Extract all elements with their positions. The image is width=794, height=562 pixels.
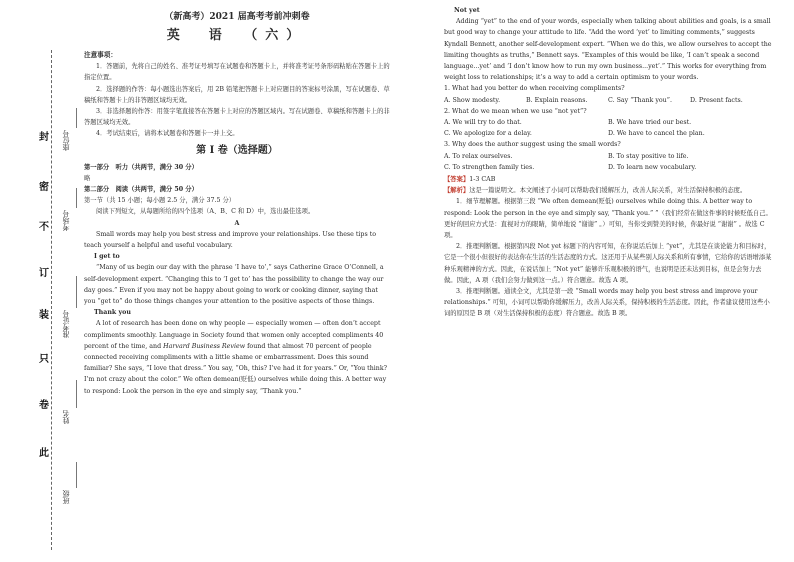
option: D. We have to cancel the plan.	[608, 130, 705, 138]
field-underline	[76, 462, 77, 488]
left-column	[84, 8, 390, 397]
paragraph-text: A lot of research has been done on why people — especially women — often don’t accept compliments smoothly. Language in Society found that women only accepted compliments 40 percent of the time, and	[84, 320, 384, 350]
explanation-3: 3．推理判断题。通读全文，尤其是第一段 “Small words may help you best stress and improve your relationships.” 可知，小词可以帮助你缓解压力，改善人际关系，保持积极的生活态度。因此，作者建议使用这些小词的原因是 B 项（对生活保持积极的态度）符合题意。故选 B 项。	[444, 288, 770, 318]
explanation-2: 2．推理判断题。根据第四段 Not yet 标题下的内容可知，在你说话后加上 “yet”，尤其是在谈论能力和目标时，它是一个很小但很好的表达你在生活的生活态度的方式。这还用于从某些别人际关系和所有事情，它给你的话语增添某种乐观精神的方式。因此，在说话加上 “Not yet” 能够许乐观积极的语气，也说明是还未达到目标，但是会努力去做。因此，A 项（我们会努力做到这一点。）符合题意。故选 A 项。	[444, 243, 772, 284]
passage-label: A	[234, 219, 240, 227]
exam-room-field: 考场号	[62, 210, 70, 231]
class-field: 班级	[62, 490, 70, 504]
question-2	[444, 106, 772, 140]
passage-heading-2: Thank you	[94, 309, 131, 317]
option: A. Show modesty.	[444, 96, 501, 104]
field-underline	[76, 188, 77, 208]
option: B. Explain reasons.	[526, 96, 588, 104]
answer-line	[444, 174, 772, 185]
question-1	[444, 83, 772, 105]
question-stem: 1. What had you better do when receiving compliments?	[444, 85, 625, 93]
analysis-text: 这是一篇说明文。本文阐述了小词可以帮助我们缓解压力，改善人际关系，对生活保持积极的态度。	[469, 187, 747, 195]
question-3	[444, 139, 772, 173]
options-row	[444, 128, 772, 139]
question-stem: 3. Why does the author suggest using the small words?	[444, 141, 621, 149]
passage-heading-3: Not yet	[454, 7, 480, 14]
option: D. Present facts.	[690, 96, 743, 104]
passage-paragraph-2	[84, 318, 390, 396]
seat-number-field: 座位号	[62, 130, 70, 151]
option: C. Say “Thank you”.	[608, 96, 672, 104]
admission-number-field: 准考证号	[62, 310, 70, 338]
option: D. To learn new vocabulary.	[608, 163, 697, 171]
notes-heading: 注意事项：	[84, 51, 117, 59]
part1-title: 第一部分 听力（共两节，满分 30 分）	[84, 163, 198, 171]
right-column	[444, 5, 772, 320]
option: C. We apologize for a delay.	[444, 130, 532, 138]
note-item: 3．非选择题的作答：用签字笔直接答在答题卡上对应的答题区域内。写在试题卷、草稿纸和答题卡上的非答题区域均无效。	[84, 108, 390, 127]
journal-name: Harvard Business Review	[163, 342, 246, 350]
binding-char: 不	[39, 222, 49, 233]
subject-title: 英 语 （六）	[166, 28, 308, 43]
answer-label: 【答案】	[444, 176, 470, 184]
note-item: 2．选择题的作答：每小题选出答案后，用 2B 铅笔把答题卡上对应题目的答案标号涂黑，写在试题卷、草稿纸和答题卡上的非答题区域均无效。	[84, 85, 390, 104]
option: C. To strengthen family ties.	[444, 163, 535, 171]
binding-char: 此	[39, 448, 49, 459]
option: A. We will try to do that.	[444, 119, 522, 127]
paragraph-text: found that almost 70 percent of people connected receiving compliments with a little shame or embarrassment. Does this sound familiar? She says, “I love that dress.” You say, “Oh, this? I’ve had it for years.” Or, “You think? I’m not crazy about the color.” We often demean(贬低) ourselves while doing this. A better way to respond: Look the person in the eye and simply say, “Thank you.”	[84, 342, 388, 395]
analysis-line	[444, 185, 772, 196]
field-underline	[76, 276, 77, 308]
volume-title: 第 I 卷（选择题）	[196, 144, 278, 156]
part2-section1: 第一节（共 15 小题；每小题 2.5 分，满分 37.5 分）	[84, 197, 236, 205]
passage-paragraph-3: Adding “yet” to the end of your words, especially when talking about abilities and goals, is a small but good way to change your attitude to life. “Add the word ‘yet’ to limiting comments,” suggests Kyndall Bennett, another self-development expert. “When we do this, we allow ourselves to accept the limiting thoughts as truths,” Bennett says. “Examples of this would be like, ‘I can’t speak a second language...yet’ and ‘I don’t know how to run my own business...yet’.” This works for everything from weight loss to relationships; it’s a way to add a certain optimism to your words.	[444, 18, 772, 82]
question-stem: 2. What do we mean when we use “not yet”?	[444, 107, 587, 115]
options-row	[444, 162, 772, 173]
binding-char: 密	[39, 182, 49, 193]
analysis-label: 【解析】	[444, 187, 470, 195]
binding-char: 卷	[39, 400, 49, 411]
options-row	[444, 117, 772, 128]
binding-char: 订	[39, 268, 49, 279]
binding-dashed-line	[51, 50, 52, 550]
part2-instruction: 阅读下列短文，从每题所给的四个选项（A、B、C 和 D）中，选出最佳选项。	[96, 208, 315, 216]
name-field: 姓名	[62, 410, 70, 424]
option: A. To relax ourselves.	[444, 152, 513, 160]
options-row	[444, 151, 772, 162]
binding-char: 封	[39, 132, 49, 143]
option: B. We have tried our best.	[608, 119, 692, 127]
note-item: 1．答题前，先将自己的姓名、准考证号填写在试题卷和答题卡上，并将准考证号条形码粘贴在答题卡上的指定位置。	[84, 63, 390, 82]
field-underline	[76, 108, 77, 128]
binding-char: 装	[39, 310, 49, 321]
exam-title: （新高考）2021 届高考考前冲刺卷	[164, 12, 310, 22]
binding-char: 只	[39, 354, 49, 365]
binding-margin	[0, 0, 92, 562]
part2-title: 第二部分 阅读（共两节，满分 50 分）	[84, 186, 198, 194]
passage-heading-1: I get to	[94, 253, 120, 261]
options-row	[444, 95, 772, 106]
option: B. To stay positive to life.	[608, 152, 689, 160]
note-item: 4．考试结束后，请将本试题卷和答题卡一并上交。	[96, 130, 239, 138]
explanation-1: 1．细节理解题。根据第三段 “We often demean(贬低) ourselves while doing this. A better way to respond: Look the person in the eye and simply say, “Thank you.” ”（我们经常在做这件事的时候贬低自己。更好的回应方式是：直视对方的眼睛，简单地说 “谢谢” 。）可知，当你受到赞美的时候，你最好说 “谢谢” 。故选 C 项。	[444, 198, 772, 240]
passage-intro: Small words may help you best stress and improve your relationships. Use these tips to teach yourself a helpful and useful vocabulary.	[84, 230, 377, 250]
part1-body: 略	[84, 174, 91, 182]
passage-paragraph-1: “Many of us begin our day with the phrase ‘I have to’,” says Catherine Grace O’Connell, a self-development expert. “Changing this to ‘I get to’ has the possibility to change the way our day goes.” Even if you may not be happy about going to work or cooking dinner, saying that you “get to” do those things changes your attention to the positive aspects of those things.	[84, 264, 384, 306]
answer-value: 1-3 CAB	[469, 176, 496, 184]
field-underline	[76, 380, 77, 408]
